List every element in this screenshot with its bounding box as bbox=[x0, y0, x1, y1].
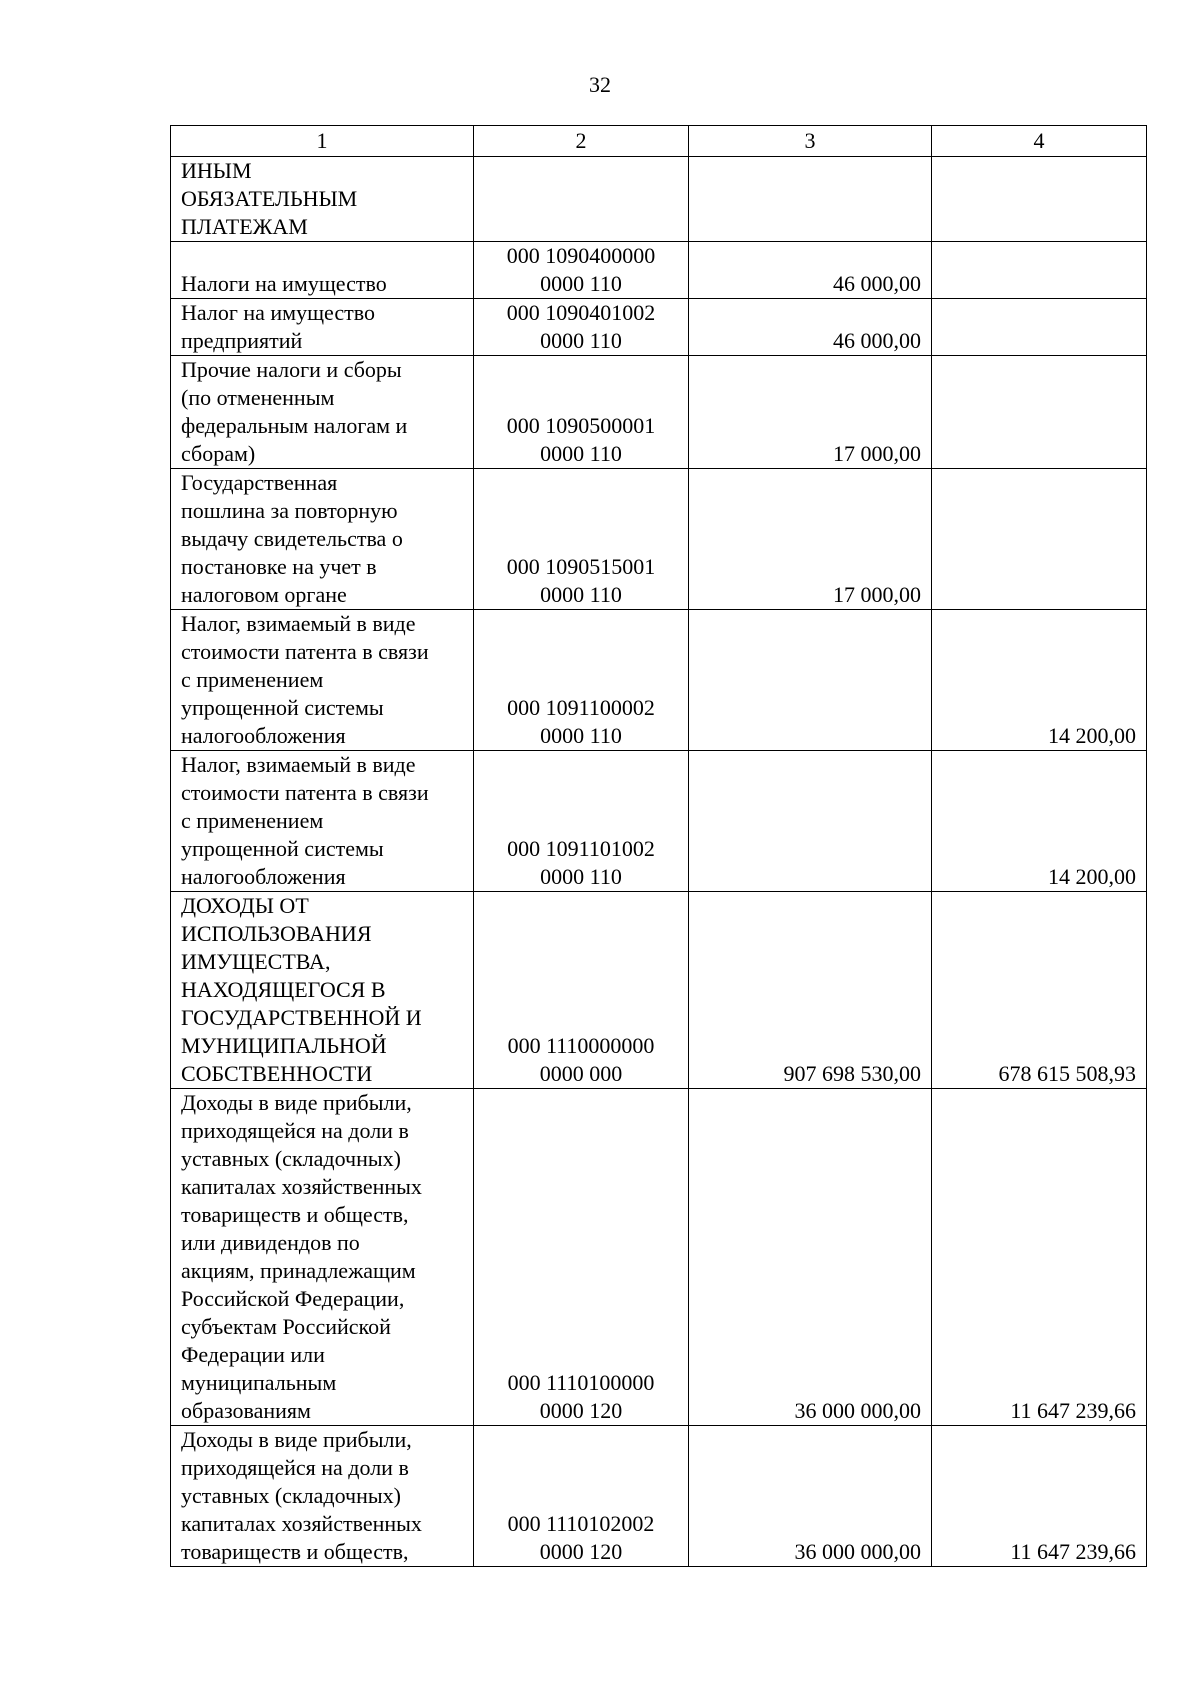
row-amount-col3: 17 000,00 bbox=[689, 469, 932, 610]
row-code: 000 1090401002 0000 110 bbox=[474, 299, 689, 356]
table-header-row bbox=[171, 126, 1147, 157]
row-amount-col4 bbox=[932, 299, 1147, 356]
row-amount-col3 bbox=[689, 751, 932, 892]
row-code: 000 1091101002 0000 110 bbox=[474, 751, 689, 892]
row-code: 000 1110102002 0000 120 bbox=[474, 1426, 689, 1567]
row-code: 000 1090400000 0000 110 bbox=[474, 242, 689, 299]
row-amount-col4: 14 200,00 bbox=[932, 751, 1147, 892]
row-name: ДОХОДЫ ОТ ИСПОЛЬЗОВАНИЯ ИМУЩЕСТВА, НАХОДЯЩЕГОСЯ В ГОСУДАРСТВЕННОЙ И МУНИЦИПАЛЬНОЙ СОБСТВЕННОСТИ bbox=[171, 892, 474, 1089]
row-amount-col3 bbox=[689, 157, 932, 242]
table-row bbox=[171, 1426, 1147, 1567]
row-amount-col3 bbox=[689, 610, 932, 751]
revenue-table bbox=[170, 125, 1147, 1567]
row-code: 000 1091100002 0000 110 bbox=[474, 610, 689, 751]
table-row bbox=[171, 469, 1147, 610]
row-name: Доходы в виде прибыли, приходящейся на доли в уставных (складочных) капиталах хозяйственных товариществ и обществ, или дивидендов по акциям, принадлежащим Российской Федерации, субъектам Российской Федерации или муниципальным образованиям bbox=[171, 1089, 474, 1426]
row-name: Налоги на имущество bbox=[171, 242, 474, 299]
row-code: 000 1090515001 0000 110 bbox=[474, 469, 689, 610]
row-amount-col4: 11 647 239,66 bbox=[932, 1089, 1147, 1426]
row-name: ИНЫМ ОБЯЗАТЕЛЬНЫМ ПЛАТЕЖАМ bbox=[171, 157, 474, 242]
table-row bbox=[171, 892, 1147, 1089]
table-row bbox=[171, 157, 1147, 242]
row-code: 000 1110100000 0000 120 bbox=[474, 1089, 689, 1426]
page-number: 32 bbox=[589, 72, 611, 97]
row-amount-col3: 36 000 000,00 bbox=[689, 1089, 932, 1426]
row-amount-col4 bbox=[932, 242, 1147, 299]
table-row bbox=[171, 356, 1147, 469]
row-amount-col3: 907 698 530,00 bbox=[689, 892, 932, 1089]
column-header-4: 4 bbox=[932, 126, 1147, 157]
row-name: Налог, взимаемый в виде стоимости патента в связи с применением упрощенной системы налогообложения bbox=[171, 610, 474, 751]
row-name: Налог на имущество предприятий bbox=[171, 299, 474, 356]
row-name: Государственная пошлина за повторную выдачу свидетельства о постановке на учет в налоговом органе bbox=[171, 469, 474, 610]
row-amount-col4: 14 200,00 bbox=[932, 610, 1147, 751]
row-code bbox=[474, 157, 689, 242]
table-row bbox=[171, 299, 1147, 356]
row-amount-col3: 46 000,00 bbox=[689, 242, 932, 299]
table-row bbox=[171, 242, 1147, 299]
table-row bbox=[171, 1089, 1147, 1426]
row-amount-col4 bbox=[932, 356, 1147, 469]
row-name: Доходы в виде прибыли, приходящейся на доли в уставных (складочных) капиталах хозяйственных товариществ и обществ, bbox=[171, 1426, 474, 1567]
row-amount-col4: 11 647 239,66 bbox=[932, 1426, 1147, 1567]
row-amount-col4: 678 615 508,93 bbox=[932, 892, 1147, 1089]
row-amount-col3: 17 000,00 bbox=[689, 356, 932, 469]
row-amount-col4 bbox=[932, 469, 1147, 610]
row-amount-col3: 46 000,00 bbox=[689, 299, 932, 356]
row-name: Налог, взимаемый в виде стоимости патента в связи с применением упрощенной системы налогообложения bbox=[171, 751, 474, 892]
row-amount-col3: 36 000 000,00 bbox=[689, 1426, 932, 1567]
row-name: Прочие налоги и сборы (по отмененным федеральным налогам и сборам) bbox=[171, 356, 474, 469]
table-row bbox=[171, 751, 1147, 892]
column-header-1: 1 bbox=[171, 126, 474, 157]
table-row bbox=[171, 610, 1147, 751]
column-header-3: 3 bbox=[689, 126, 932, 157]
row-amount-col4 bbox=[932, 157, 1147, 242]
column-header-2: 2 bbox=[474, 126, 689, 157]
row-code: 000 1090500001 0000 110 bbox=[474, 356, 689, 469]
row-code: 000 1110000000 0000 000 bbox=[474, 892, 689, 1089]
